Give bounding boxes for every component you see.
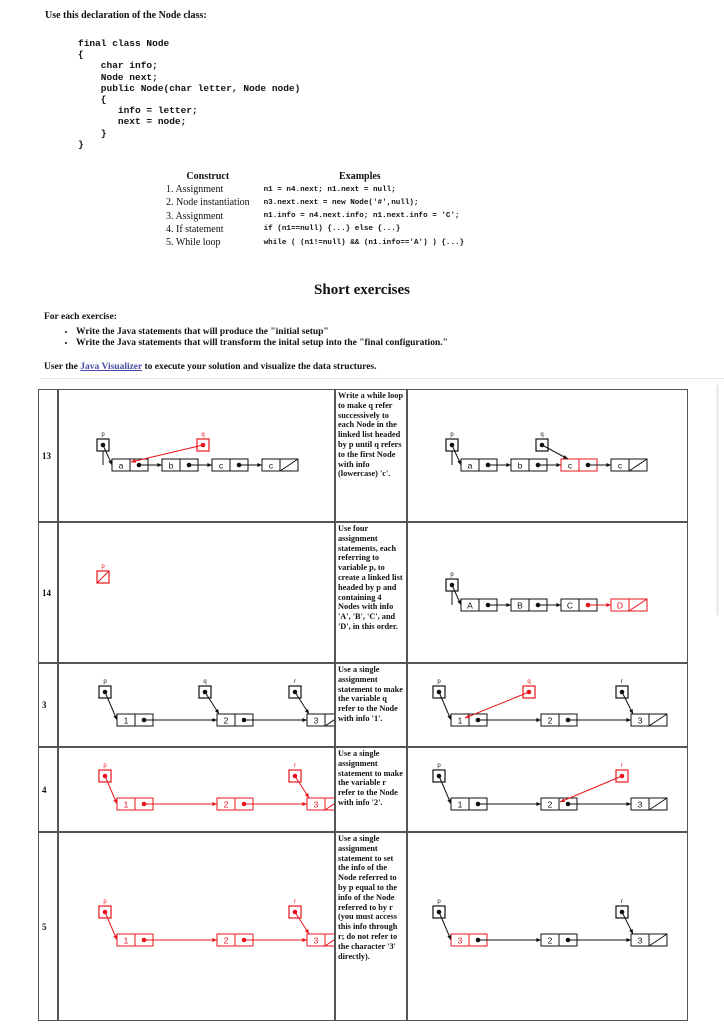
final-configuration-cell (407, 663, 688, 747)
variable-label: p (101, 432, 105, 438)
node-info: 2 (547, 715, 553, 726)
construct-table (166, 170, 470, 249)
variable-label: r (294, 899, 296, 905)
initial-setup-cell (58, 747, 335, 832)
exercise-instruction: Use four assignment statements, each referring to variable p, to create a linked list headed by p and containing 4 Nodes with info 'A', 'B', 'C', and 'D', in this order. (335, 522, 407, 663)
node-info: 1 (457, 799, 463, 810)
exercise-number: 4 (42, 784, 47, 795)
node-info: 3 (637, 935, 643, 946)
variable-label: p (103, 899, 107, 905)
variable-label: p (103, 679, 107, 685)
node-info: 1 (123, 799, 129, 810)
construct-example: n3.next.next = new Node('#',null); (263, 198, 419, 207)
examples-header: Examples (339, 171, 381, 183)
variable-label: q (527, 679, 531, 685)
divider (40, 378, 724, 379)
list-node (631, 934, 667, 946)
variable-label: r (294, 763, 296, 769)
variable-label: p (101, 564, 105, 570)
variable-label: p (450, 572, 454, 578)
variable-label: q (540, 432, 544, 438)
variable-pointer-arrow (465, 692, 529, 718)
node-info: 3 (637, 715, 643, 726)
final-configuration-diagram (408, 833, 687, 1020)
node-class-code: final class Node { char info; Node next; public Node(char letter, Node node) { info = letter; next = node; } } (78, 38, 301, 150)
node-info: b (517, 460, 523, 471)
construct-name: 5. While loop (166, 237, 221, 249)
variable-label: p (437, 899, 441, 905)
variable-label: r (621, 899, 623, 905)
node-info: B (517, 600, 523, 611)
list-node (307, 798, 334, 810)
node-info: C (566, 600, 574, 611)
instruction-bullets (62, 327, 448, 349)
final-configuration-cell (407, 747, 688, 832)
list-node (262, 459, 298, 471)
initial-setup-diagram (59, 664, 334, 746)
exercise-number: 3 (42, 700, 47, 710)
node-info: 3 (313, 715, 319, 726)
node-info: D (616, 600, 624, 611)
construct-example: if (n1==null) {...} else {...} (263, 225, 401, 234)
exercise-number-cell (38, 832, 58, 1021)
exercise-number: 13 (42, 450, 51, 461)
list-node (631, 714, 667, 726)
variable-pointer-arrow (295, 912, 309, 934)
list-node (611, 459, 647, 471)
variable-label: p (437, 763, 441, 769)
next-arrow (144, 718, 217, 722)
initial-setup-diagram (59, 748, 334, 831)
exercise-number: 14 (42, 587, 51, 598)
node-info: a (118, 460, 124, 471)
node-info: b (168, 460, 174, 471)
initial-setup-cell (58, 389, 335, 522)
initial-setup-cell (58, 522, 335, 663)
intro-text: Use this declaration of the Node class: (45, 10, 207, 21)
node-info: c (218, 460, 224, 471)
construct-name: 3. Assignment (166, 210, 224, 222)
variable-pointer-arrow (205, 692, 219, 714)
initial-setup-cell (58, 663, 335, 747)
node-info: 2 (223, 715, 229, 726)
construct-row (166, 196, 470, 209)
variable-label: r (621, 763, 623, 769)
final-configuration-cell (407, 522, 688, 663)
initial-setup-diagram (59, 833, 334, 1020)
exercise-instruction: Use a single assignment statement to make the variable q refer to the Node with info '1'. (335, 663, 407, 747)
exercise-instruction: Use a single assignment statement to make the variable r refer to the Node with info '2'. (335, 747, 407, 832)
node-info: A (467, 600, 473, 611)
exercise-number-cell (38, 522, 58, 663)
final-configuration-cell (407, 389, 688, 522)
final-configuration-diagram (408, 748, 687, 831)
construct-name: 2. Node instantiation (166, 197, 250, 209)
construct-name: 4. If statement (166, 223, 224, 235)
construct-row (166, 236, 470, 249)
variable-pointer-arrow (542, 445, 568, 459)
construct-example: n1 = n4.next; n1.next = null; (263, 185, 396, 194)
node-info: 2 (223, 935, 229, 946)
construct-header: Construct (186, 171, 230, 183)
node-info: 1 (123, 715, 129, 726)
list-node (307, 714, 334, 726)
node-info: 3 (637, 799, 643, 810)
construct-row (166, 210, 470, 223)
variable-label: q (203, 679, 207, 685)
list-node (631, 798, 667, 810)
visualizer-prefix: User the (44, 362, 81, 372)
for-each-text: For each exercise: (44, 312, 117, 322)
node-info: 1 (123, 935, 129, 946)
exercise-instruction: Use a single assignment statement to set the info of the Node referred to by p equal to the info of the Node referred to by r (you must access this info through r; do not refer to the character '3' directly). (335, 832, 407, 1021)
construct-example: while ( (n1!=null) && (n1.info=='A') ) {...} (263, 238, 465, 247)
final-configuration-diagram (408, 390, 687, 521)
exercise-number: 5 (42, 921, 47, 932)
variable-label: p (103, 763, 107, 769)
variable-label: r (621, 679, 623, 685)
bullet-item: • Write the Java statements that will transform the inital setup into the "final configuration." (76, 338, 448, 349)
node-info: c (617, 460, 623, 471)
node-info: 3 (313, 935, 319, 946)
construct-row (166, 223, 470, 236)
exercise-instruction: Write a while loop to make q refer successively to each Node in the linked list headed by p until q refers to the first Node with info (lowercase) 'c'. (335, 389, 407, 522)
final-configuration-cell (407, 832, 688, 1021)
node-info: 3 (313, 799, 319, 810)
java-visualizer-link[interactable]: Java Visualizer (80, 362, 143, 372)
variable-label: q (201, 432, 205, 438)
final-configuration-diagram (408, 523, 687, 662)
variable-pointer-arrow (560, 776, 622, 802)
bullet-item: • Write the Java statements that will produce the "initial setup" (76, 327, 448, 338)
exercise-number-cell (38, 389, 58, 522)
visualizer-line (44, 362, 377, 372)
scroll-edge (716, 385, 719, 615)
node-info: 2 (547, 799, 553, 810)
variable-label: r (294, 679, 296, 685)
node-info: a (467, 460, 473, 471)
exercise-number-cell (38, 663, 58, 747)
visualizer-suffix: to execute your solution and visualize the data structures. (142, 362, 377, 372)
variable-label: p (450, 432, 454, 438)
initial-setup-diagram (59, 523, 334, 662)
node-info: 1 (457, 715, 463, 726)
exercise-number-cell (38, 747, 58, 832)
node-info: c (268, 460, 274, 471)
next-arrow (144, 802, 217, 806)
node-info: 2 (223, 799, 229, 810)
list-node (611, 599, 647, 611)
variable-label: p (437, 679, 441, 685)
variable-pointer-arrow (295, 692, 309, 714)
next-arrow (144, 938, 217, 942)
node-info: c (567, 460, 573, 471)
node-info: 3 (457, 935, 463, 946)
initial-setup-cell (58, 832, 335, 1021)
construct-row (166, 183, 470, 196)
initial-setup-diagram (59, 390, 334, 521)
construct-example: n1.info = n4.next.info; n1.next.info = 'C'; (263, 212, 460, 221)
list-node (307, 934, 334, 946)
final-configuration-diagram (408, 664, 687, 746)
construct-name: 1. Assignment (166, 184, 224, 196)
section-title: Short exercises (314, 282, 410, 298)
node-info: 2 (547, 935, 553, 946)
variable-pointer-arrow (295, 776, 309, 798)
